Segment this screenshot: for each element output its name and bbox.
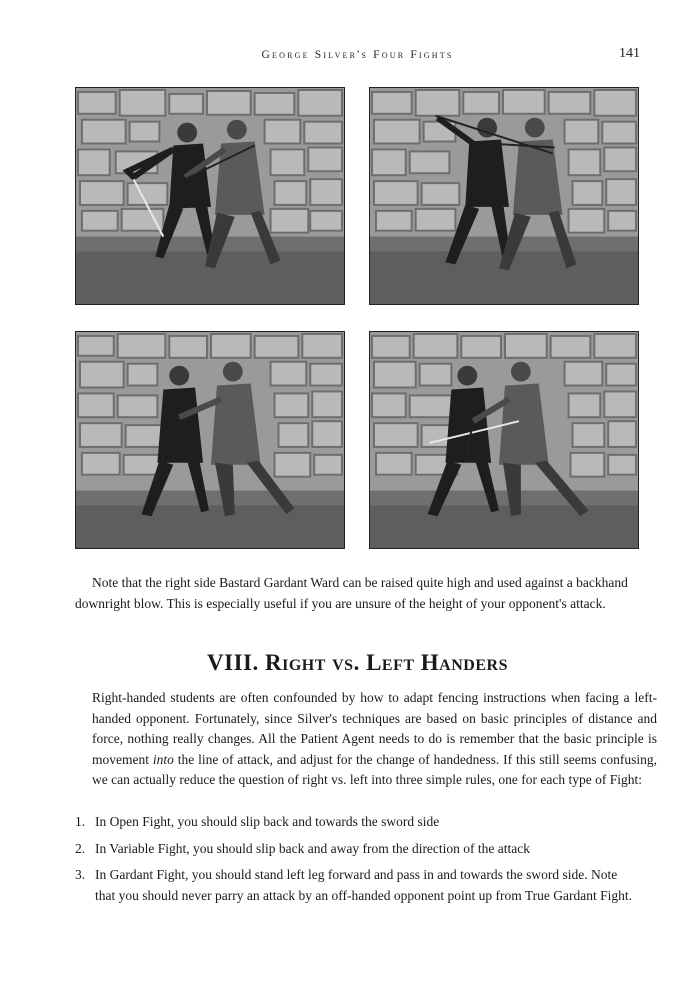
rule-number: 2. [75, 840, 86, 856]
list-item [75, 865, 640, 906]
rule-number: 1. [75, 814, 86, 829]
fencing-photo-3 [75, 331, 345, 549]
body-paragraph [92, 688, 657, 791]
section-heading: VIII. Right vs. Left Handers [207, 650, 508, 675]
fencing-photo-1 [75, 87, 345, 305]
rules-list [75, 812, 640, 912]
photo-caption: Note that the right side Bastard Gardant Ward can be raised quite high and used against a backhand downright blow. This is especially useful if you are unsure of the height of your opponent's attack. [75, 575, 628, 611]
body-text-after: the line of attack, and adjust for the change of handedness. If this still seems confusing, we can actually reduce the question of right vs. left into three simple rules, one for each type of Fight: [92, 751, 657, 787]
body-text-before: Right-handed students are often confounded by how to adapt fencing instructions when facing a left-handed opponent. Fortunately, since Silver's techniques are based on basic principles of distance and force, nothing really changes. All the Patient Agent needs to do is remember that the basic principle is movement [92, 690, 657, 767]
fencing-photo-4 [369, 331, 639, 549]
body-text-emphasis: into [152, 751, 174, 767]
rule-text: In Variable Fight, you should slip back and away from the direction of the attack [95, 840, 531, 856]
page-number: 141 [619, 46, 640, 61]
rule-text: In Gardant Fight, you should stand left leg forward and pass in and towards the sword side. Note that you should never parry an attack by an off-handed opponent point up from True Gardant Fight. [95, 867, 633, 903]
fencing-photo-2 [369, 87, 639, 305]
rule-text: In Open Fight, you should slip back and towards the sword side [95, 814, 440, 829]
running-head [75, 46, 640, 66]
rule-number: 3. [75, 867, 86, 882]
list-item [75, 839, 640, 860]
list-item [75, 812, 640, 833]
running-title: George Silver's Four Fights [261, 49, 454, 61]
